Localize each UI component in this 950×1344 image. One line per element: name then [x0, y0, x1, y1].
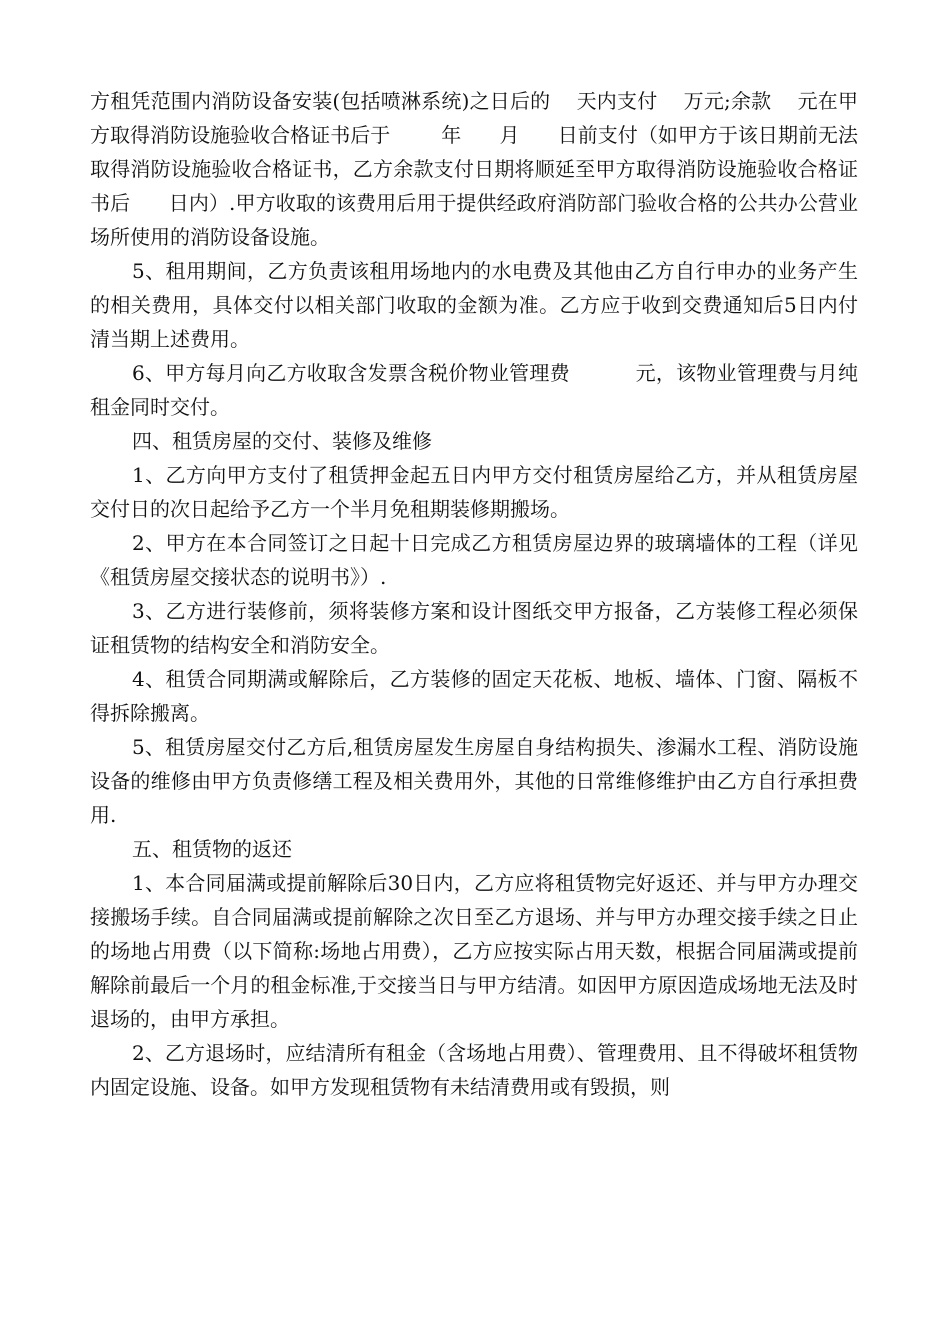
clause-3-5-utilities: 5、租用期间，乙方负责该租用场地内的水电费及其他由乙方自行申办的业务产生的相关费用，具体交付以相关部门收取的金额为准。乙方应于收到交费通知后5日内付清当期上述费用。: [90, 259, 858, 351]
clause-4-3-renovation: 3、乙方进行装修前，须将装修方案和设计图纸交甲方报备，乙方装修工程必须保证租赁物的结构安全和消防安全。: [90, 599, 858, 657]
clause-5-1-return: 1、本合同届满或提前解除后30日内，乙方应将租赁物完好返还、并与甲方办理交接搬场手续。自合同届满或提前解除之次日至乙方退场、并与甲方办理交接手续之日止的场地占用费（以下简称:场地占用费），乙方应按实际占用天数，根据合同届满或提前解除前最后一个月的租金标准,于交接当日与甲方结清。如因甲方原因造成场地无法及时退场的，由甲方承担。: [90, 871, 858, 1031]
clause-3-6-property-fee: 6、甲方每月向乙方收取含发票含税价物业管理费 元，该物业管理费与月纯租金同时交付。: [90, 361, 858, 419]
section-heading-5: 五、租赁物的返还: [132, 837, 292, 861]
clause-4-5-maintenance: 5、租赁房屋交付乙方后,租赁房屋发生房屋自身结构损失、渗漏水工程、消防设施设备的维修由甲方负责修缮工程及相关费用外，其他的日常维修维护由乙方自行承担费用.: [90, 735, 858, 827]
clause-4-1-handover: 1、乙方向甲方支付了租赁押金起五日内甲方交付租赁房屋给乙方，并从租赁房屋交付日的次日起给予乙方一个半月免租期装修期搬场。: [90, 463, 858, 521]
clause-5-2-settlement: 2、乙方退场时，应结清所有租金（含场地占用费）、管理费用、且不得破坏租赁物内固定设施、设备。如甲方发现租赁物有未结清费用或有毁损，则: [90, 1041, 858, 1099]
section-heading-4: 四、租赁房屋的交付、装修及维修: [132, 429, 432, 453]
clause-4-4-fixtures: 4、租赁合同期满或解除后，乙方装修的固定天花板、地板、墙体、门窗、隔板不得拆除搬离。: [90, 667, 858, 725]
document-page: [90, 84, 858, 1104]
clause-4-2-glass-wall: 2、甲方在本合同签订之日起十日完成乙方租赁房屋边界的玻璃墙体的工程（详见《租赁房屋交接状态的说明书》）.: [90, 531, 858, 589]
paragraph-payment-terms: 方租凭范围内消防设备安装(包括喷淋系统)之日后的 天内支付 万元;余款 元在甲方取得消防设施验收合格证书后于 年 月 日前支付（如甲方于该日期前无法取得消防设施验收合格证书，乙方余款支付日期将顺延至甲方取得消防设施验收合格证书后 日内）.甲方收取的该费用后用于提供经政府消防部门验收合格的公共办公营业场所使用的消防设备设施。: [90, 89, 858, 249]
